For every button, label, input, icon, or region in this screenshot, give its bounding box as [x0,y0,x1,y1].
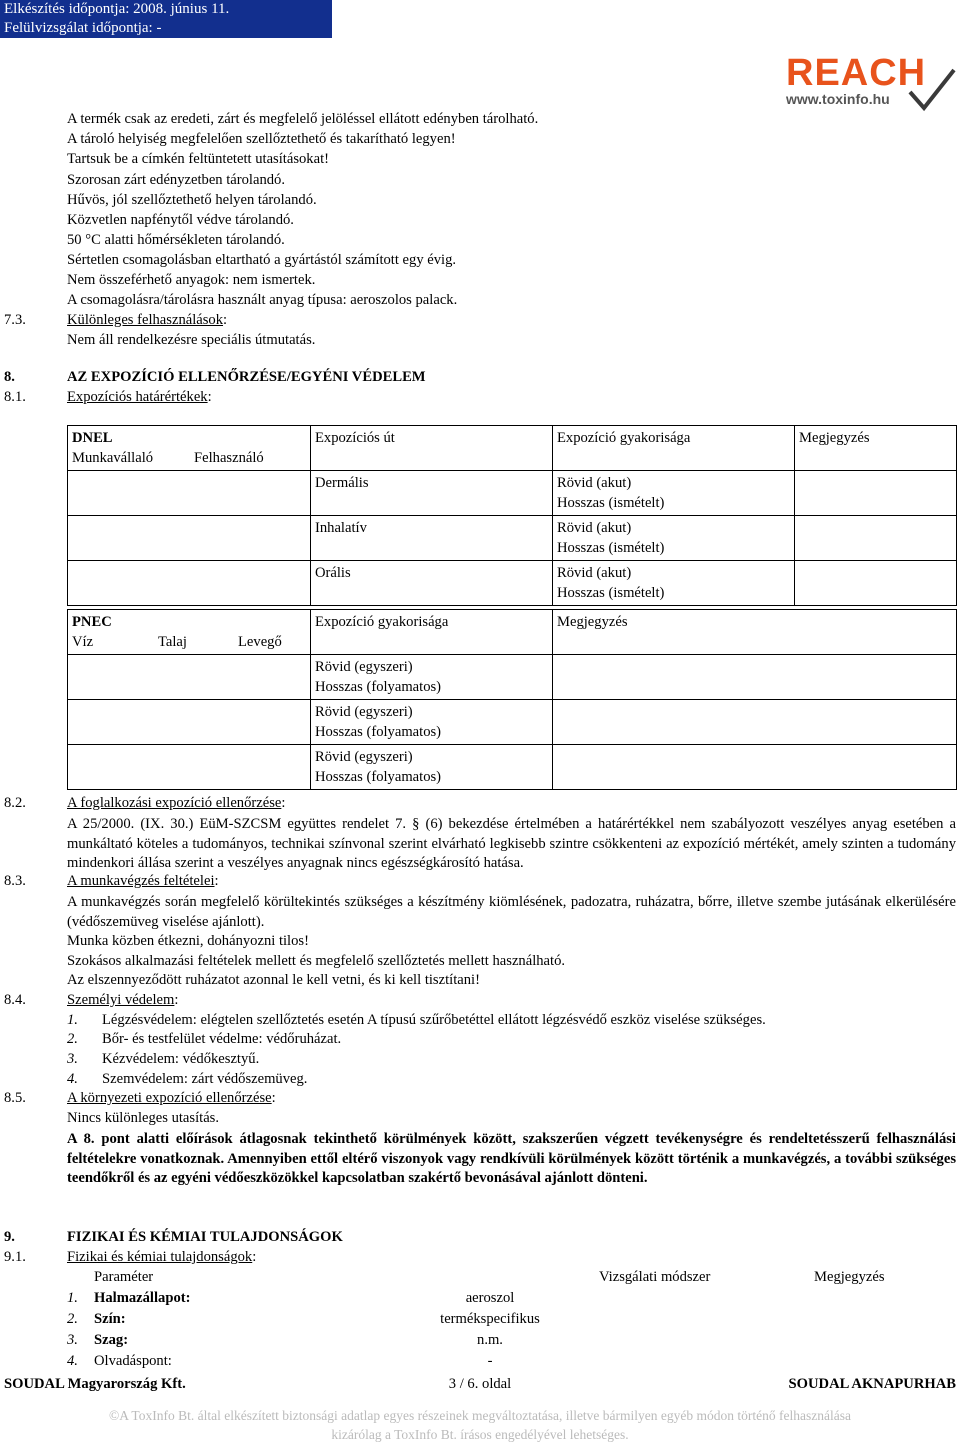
section-number: 8.3. [4,873,26,889]
storage-line: A termék csak az eredeti, zárt és megfelelő jelöléssel ellátott edényben tárolható. [67,111,539,127]
storage-line: Nem összeférhető anyagok: nem ismertek. [67,272,316,288]
dnel-table [67,425,957,606]
dnel-col-route: Expozíciós út [311,426,553,471]
pnec-frequency: Rövid (egyszeri) Hosszas (folyamatos) [311,745,553,790]
footer-company: SOUDAL Magyarország Kft. [4,1376,186,1392]
list-item: Kézvédelem: védőkesztyű. [102,1051,260,1067]
section-title: Különleges felhasználások: [67,312,228,328]
copyright-line: kizárólag a ToxInfo Bt. írásos engedélyével lehetséges. [331,1427,629,1442]
table-row [68,471,957,516]
table-row [68,700,957,745]
pnec-frequency: Rövid (egyszeri) Hosszas (folyamatos) [311,700,553,745]
list-number: 4. [67,1071,78,1087]
storage-line: Tartsuk be a címkén feltüntetett utasításokat! [67,151,329,167]
pnec-col-frequency: Expozíció gyakorisága [311,610,553,655]
table-row [68,745,957,790]
list-item: Szemvédelem: zárt védőszemüveg. [102,1071,308,1087]
storage-line: A tároló helyiség megfelelően szellőztethető és takarítható legyen! [67,131,456,147]
storage-line: 50 °C alatti hőmérsékleten tárolandó. [67,232,285,248]
section-text: A 25/2000. (IX. 30.) EüM-SZCSM együttes rendelet 7. § (6) bekezdése értelmében a határértékkel nem szabályozott veszélyes anyag esetében a munkáltató köteles a tudományos, technikai színvonal szerint elvárható legkisebb szintre csökkenteni az expozíció mértékét, amely szinten a tudomány mindenkori állása szerint a veszélyes anyagnak nincs egészségkárosító hatása. [67,816,956,871]
section-heading: FIZIKAI ÉS KÉMIAI TULAJDONSÁGOK [67,1229,343,1245]
dnel-route: Dermális [311,471,553,516]
section-number: 9. [4,1229,15,1245]
revision-date: Felülvizsgálat időpontja: - [4,20,162,36]
section-title: A munkavégzés feltételei: [67,873,219,889]
section-number: 8. [4,369,15,385]
logo-url: www.toxinfo.hu [786,91,890,107]
storage-line: A csomagolásra/tárolásra használt anyag típusa: aeroszolos palack. [67,292,458,308]
section-number: 8.1. [4,389,26,405]
pnec-header-cell [68,610,311,655]
section-title: A környezeti expozíció ellenőrzése: [67,1090,276,1106]
section-number: 8.5. [4,1090,26,1106]
list-item: Légzésvédelem: elégtelen szellőztetés esetén A típusú szűrőbetéttel ellátott légzésvédő eszköz viselése szükséges. [102,1012,766,1028]
storage-line: Szorosan zárt edényzetben tárolandó. [67,172,286,188]
column-header-method: Vizsgálati módszer [599,1269,711,1285]
copyright-notice [0,1406,960,1444]
footer-product: SOUDAL AKNAPURHAB [788,1376,956,1392]
section-number: 9.1. [4,1249,26,1265]
table-row [68,561,957,606]
section-text: Szokásos alkalmazási feltételek mellett és megfelelő szellőztetés mellett használható. [67,953,566,969]
dnel-col-frequency: Expozíció gyakorisága [553,426,795,471]
parameter-value: - [487,1353,493,1369]
dnel-sub-user: Felhasználó [194,450,264,466]
pnec-sub-water: Víz [72,634,94,650]
dnel-frequency: Rövid (akut) Hosszas (ismételt) [553,471,795,516]
list-number: 3. [67,1332,78,1348]
section-text: Az elszennyeződött ruházatot azonnal le kell vetni, és ki kell tisztítani! [67,972,480,988]
parameter-value: aeroszol [465,1290,515,1306]
table-row [68,516,957,561]
list-number: 1. [67,1012,78,1028]
storage-line: Hűvös, jól szellőztethető helyen tárolandó. [67,192,317,208]
dnel-route: Inhalatív [311,516,553,561]
pnec-frequency: Rövid (egyszeri) Hosszas (folyamatos) [311,655,553,700]
section-number: 8.2. [4,795,26,811]
section-title: Személyi védelem: [67,992,179,1008]
pnec-col-note: Megjegyzés [553,610,957,655]
bold-notice: A 8. pont alatti előírások átlagosnak tekinthető körülmények között, szakszerűen végzett tevékenységre és rendeltetésszerű felhasználási feltételekre vonatkoznak. Amennyiben ettől eltérő viszonyok vagy rendkívüli körülmények között történik a munkavégzés, a további szükséges teendőkről és az egyéni védőeszközökkel kapcsolatban szakértő bevonásával ajánlott dönteni. [67,1131,956,1186]
section-number: 7.3. [4,312,26,328]
list-item: Bőr- és testfelület védelme: védőruházat. [102,1031,342,1047]
section-heading: AZ EXPOZÍCIÓ ELLENŐRZÉSE/EGYÉNI VÉDELEM [67,369,426,385]
dnel-sub-worker: Munkavállaló [72,450,154,466]
checkmark-icon [906,68,956,112]
storage-line: Közvetlen napfénytől védve tárolandó. [67,212,294,228]
storage-line: Sértetlen csomagolásban eltartható a gyártástól számított egy évig. [67,252,457,268]
dnel-header-cell [68,426,311,471]
section-text: Nem áll rendelkezésre speciális útmutatás. [67,332,316,348]
created-date: Elkészítés időpontja: 2008. június 11. [4,1,230,17]
list-number: 4. [67,1353,78,1369]
list-number: 2. [67,1311,78,1327]
column-header-parameter: Paraméter [94,1269,154,1285]
list-number: 2. [67,1031,78,1047]
column-header-note: Megjegyzés [814,1269,885,1285]
section-title: Expozíciós határértékek: [67,389,212,405]
reach-logo [786,54,956,112]
section-text: Nincs különleges utasítás. [67,1110,219,1126]
page-number: 3 / 6. oldal [448,1376,512,1392]
dnel-frequency: Rövid (akut) Hosszas (ismételt) [553,561,795,606]
page-header [0,0,332,38]
section-title: Fizikai és kémiai tulajdonságok: [67,1249,257,1265]
list-number: 3. [67,1051,78,1067]
dnel-route: Orális [311,561,553,606]
section-number: 8.4. [4,992,26,1008]
pnec-sub-soil: Talaj [158,634,187,650]
section-text: Munka közben étkezni, dohányozni tilos! [67,933,309,949]
pnec-sub-air: Levegő [238,634,282,650]
section-text: A munkavégzés során megfelelő körültekintés szükséges a készítmény kiömlésének, padozatra, ruházatra, bőrre, illetve szembe jutásának elkerülésére (védőszemüveg viselése ajánlott). [67,894,956,930]
dnel-col-note: Megjegyzés [795,426,957,471]
parameter-name: Halmazállapot: [94,1290,191,1306]
dnel-label: DNEL [72,430,113,446]
pnec-table [67,609,957,790]
parameter-name: Szín: [94,1311,126,1327]
parameter-value: termékspecifikus [440,1311,540,1327]
pnec-subheaders [72,632,306,652]
list-number: 1. [67,1290,78,1306]
table-row [68,655,957,700]
parameter-name: Szag: [94,1332,129,1348]
pnec-label: PNEC [72,614,112,630]
dnel-frequency: Rövid (akut) Hosszas (ismételt) [553,516,795,561]
logo-word: REACH [786,52,927,94]
copyright-line: ©A ToxInfo Bt. által elkészített biztonsági adatlap egyes részeinek megváltoztatása, illetve bármilyen egyéb módon történő felhasználása [109,1408,851,1423]
page-footer [0,1375,960,1397]
parameter-value: n.m. [477,1332,503,1348]
parameter-name: Olvadáspont: [94,1353,172,1369]
section-title: A foglalkozási expozíció ellenőrzése: [67,795,286,811]
dnel-subheaders [72,448,306,468]
